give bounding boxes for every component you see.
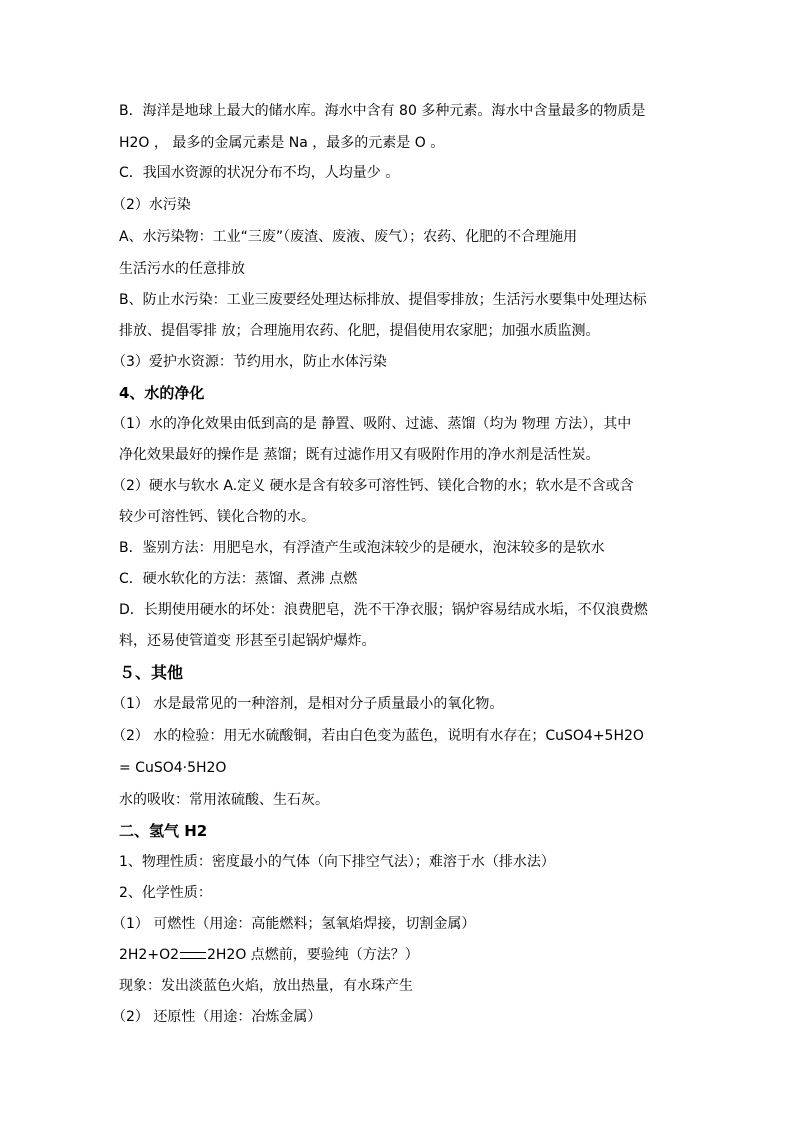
text-line-hard-soft-2: 较少可溶性钙、镁化合物的水。 <box>119 509 315 525</box>
text-line-pollutants: A、水污染物：工业“三废”（废渣、废液、废气）；农药、化肥的不合理施用 <box>119 229 578 245</box>
text-line-hard-water-harm-1: D．长期使用硬水的坏处：浪费肥皂，洗不干净衣服；锅炉容易结成水垢，不仅浪费燃 <box>119 602 648 618</box>
section-heading-water-purification: 4、水的净化 <box>119 384 205 402</box>
text-line-purification-1: （1）水的净化效果由低到高的是 静置、吸附、过滤、蒸馏（均为 物理 方法），其中 <box>112 416 632 432</box>
text-line-flammability: （1） 可燃性（用途：高能燃料；氢氧焰焊接，切割金属） <box>112 916 476 932</box>
text-line-protect-water: （3）爱护水资源：节约用水，防止水体污染 <box>112 354 387 370</box>
text-line-prevention-2: 排放、提倡零排 放；合理施用农药、化肥，提倡使用农家肥；加强水质监测。 <box>119 323 600 339</box>
text-line-equation-cuso4: = CuSO4·5H2O <box>119 760 227 776</box>
equation-reactants: 2H2+O2 <box>119 947 179 963</box>
equation-equals-sign <box>180 952 206 959</box>
text-line-hard-water-harm-2: 料，还易使管道变 形甚至引起锅炉爆炸。 <box>119 633 376 649</box>
text-line-hard-soft-1: （2）硬水与软水 A.定义 硬水是含有较多可溶性钙、镁化合物的水；软水是不含或含 <box>112 478 634 494</box>
text-line-ocean: B．海洋是地球上最大的储水库。海水中含有 80 多种元素。海水中含量最多的物质是 <box>119 103 646 119</box>
equation-products-note: 2H2O 点燃前，要验纯（方法？） <box>207 947 419 963</box>
text-line-identify: B．鉴别方法：用肥皂水，有浮渣产生或泡沫较少的是硬水，泡沫较多的是软水 <box>119 540 605 556</box>
text-line-purification-2: 净化效果最好的操作是 蒸馏；既有过滤作用又有吸附作用的净水剂是活性炭。 <box>119 447 600 463</box>
section-heading-other: ５、其他 <box>119 663 184 682</box>
text-line-chemical-properties: 2、化学性质： <box>119 885 212 901</box>
text-line-softening: C．硬水软化的方法：蒸馏、煮沸 点燃 <box>119 571 358 587</box>
text-line-water-absorption: 水的吸收：常用浓硫酸、生石灰。 <box>119 792 329 808</box>
text-line-prevention-1: B、防止水污染：工业三废要经处理达标排放、提倡零排放；生活污水要集中处理达标 <box>119 292 647 308</box>
section-heading-hydrogen: 二、氢气 H2 <box>119 822 208 840</box>
text-line-phenomenon: 现象：发出淡蓝色火焰，放出热量，有水珠产生 <box>119 978 413 994</box>
subheading-water-pollution: （2）水污染 <box>112 197 191 213</box>
text-line-physical-properties: 1、物理性质：密度最小的气体（向下排空气法）；难溶于水（排水法） <box>119 854 555 870</box>
text-line-reducibility: （2） 还原性（用途：冶炼金属） <box>112 1009 322 1025</box>
text-line-water-distribution: C．我国水资源的状况分布不均，人均量少 。 <box>119 165 400 181</box>
text-line-solvent: （1） 水是最常见的一种溶剂，是相对分子质量最小的氧化物。 <box>112 696 504 712</box>
text-line-domestic-sewage: 生活污水的任意排放 <box>119 261 245 277</box>
text-line-water-test: （2） 水的检验：用无水硫酸铜，若由白色变为蓝色，说明有水存在；CuSO4+5H2O <box>112 728 644 744</box>
text-line-ocean-elements: H2O ， 最多的金属元素是 Na ，最多的元素是 O 。 <box>119 135 445 151</box>
text-line-combustion-equation <box>119 945 689 965</box>
